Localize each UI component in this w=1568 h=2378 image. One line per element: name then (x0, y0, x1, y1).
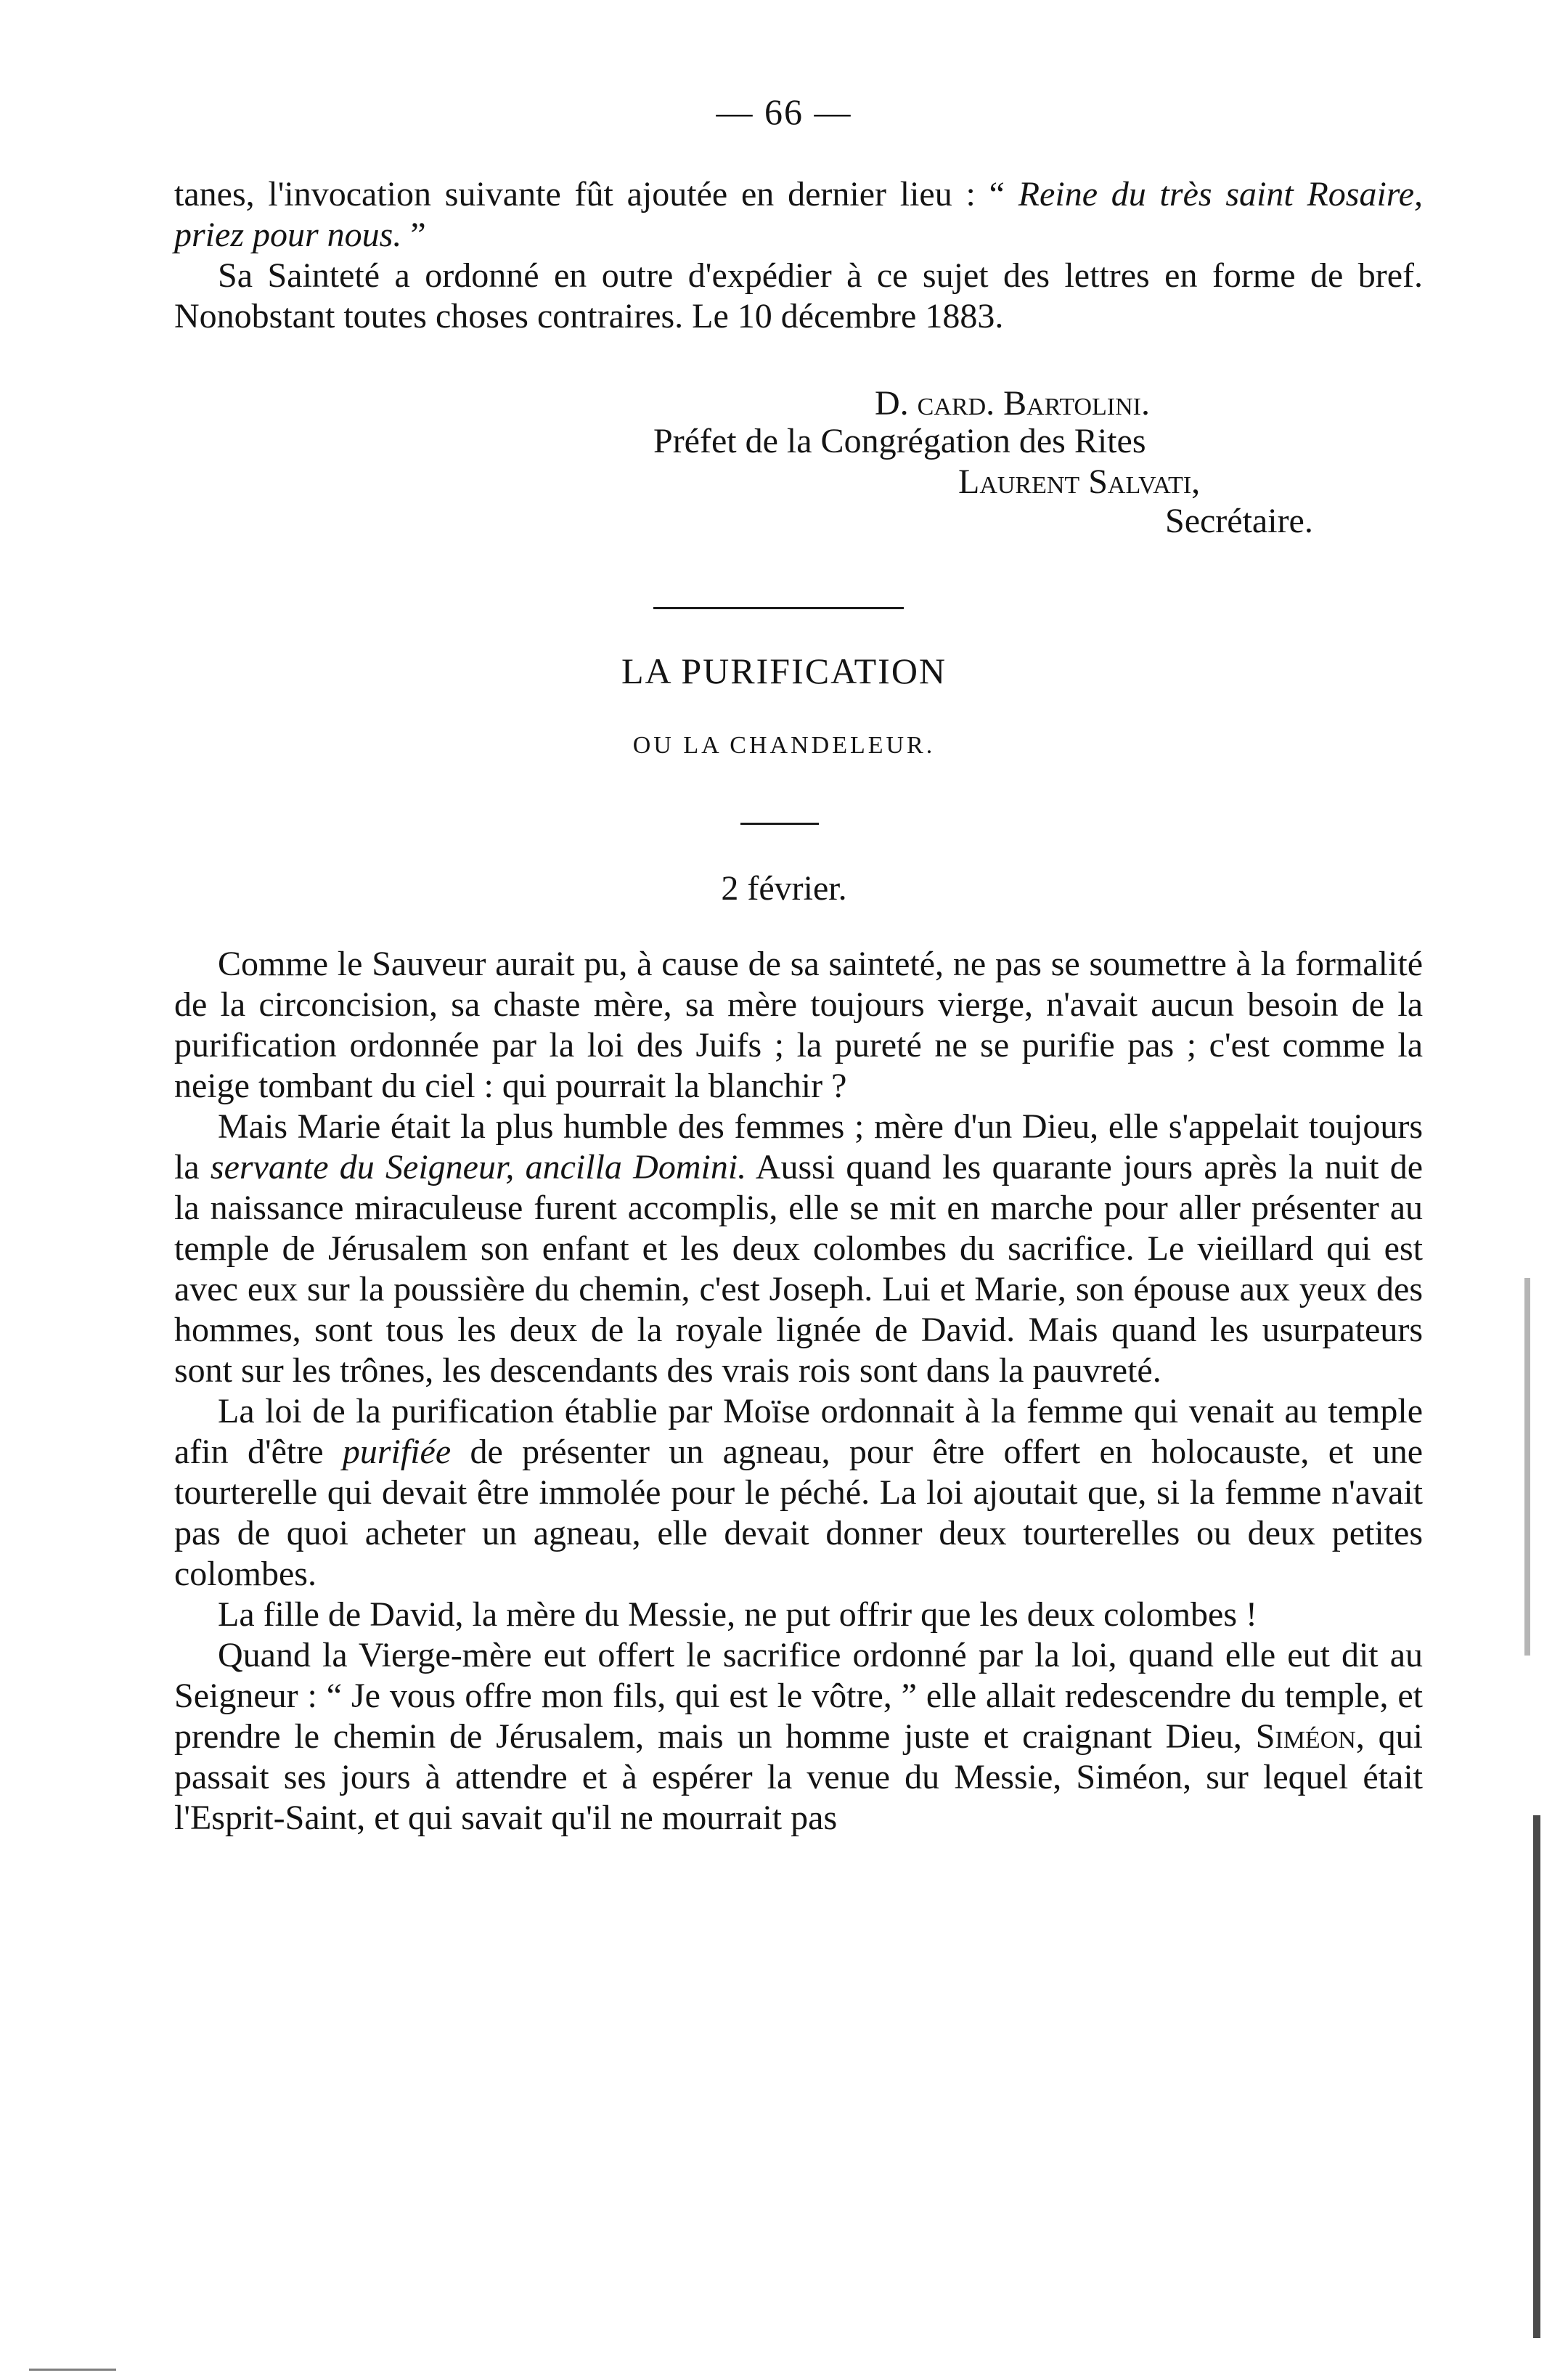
paragraph-b3 (174, 1595, 1423, 1635)
short-divider-rule (740, 823, 819, 825)
signature-name-text: D. card. Bartolini. (875, 384, 1151, 423)
secretary-name (958, 462, 1200, 502)
text-run: Quand la Vierge-mère eut offert le sacrifice ordonné par la loi, quand elle eut dit au Seigneur : “ Je vous offre mon fils, qui est le vôtre, ” elle allait redescendre du temple, et prendre le chemin de Jérusalem, mais un homme juste et craignant Dieu, (174, 1636, 1423, 1756)
italic-text: servante du Seigneur, ancilla Domini. (210, 1148, 747, 1186)
signature-title: Préfet de la Congrégation des Rites (653, 422, 1146, 460)
article-body (174, 944, 1423, 1839)
paragraph-p1 (174, 256, 1423, 337)
paragraph-b2 (174, 1391, 1423, 1595)
paragraph-b4 (174, 1635, 1423, 1839)
section-subtitle: OU LA CHANDELEUR. (632, 732, 936, 759)
text-run: , qui passait ses jours à attendre et à espérer la venue du Messie, Siméon, sur lequel était l'Esprit-Saint, et qui savait qu'il ne mourrait pas (174, 1717, 1423, 1837)
feast-date: 2 février. (721, 869, 847, 908)
text-run: Mais Marie était la plus humble des femmes ; mère d'un Dieu, elle s'appelait toujours la (174, 1107, 1423, 1186)
text-run: Siméon (1255, 1717, 1356, 1756)
secretary-title: Secrétaire. (1165, 502, 1313, 540)
text-run: La fille de David, la mère du Messie, ne put offrir que les deux colombes ! (218, 1595, 1258, 1634)
text-run: tanes, l'invocation suivante fût ajoutée en dernier lieu : “ (174, 175, 1018, 213)
bottom-edge-mark (29, 2369, 116, 2371)
section-divider-rule (653, 607, 904, 609)
text-run: Comme le Sauveur aurait pu, à cause de sa sainteté, ne pas se soumettre à la formalité de la circoncision, sa chaste mère, sa mère toujours vierge, n'avait aucun besoin de la purification ordonnée par la loi des Juifs ; la pureté ne se purifie pas ; c'est comme la neige tombant du ciel : qui pourrait la blanchir ? (174, 945, 1423, 1105)
italic-text: Reine du très saint Rosaire, priez pour nous. (174, 175, 1424, 254)
page-number: — 66 — (716, 91, 852, 132)
signature-name (875, 383, 1150, 424)
italic-text: purifiée (342, 1433, 452, 1471)
paragraph-p0 (174, 174, 1423, 256)
text-run: La loi de la purification établie par Moïse ordonnait à la femme qui venait au temple afin d'être (174, 1392, 1423, 1471)
text-run: de présenter un agneau, pour être offert en holocauste, et une tourterelle qui devait être immolée pour le péché. La loi ajoutait que, si la femme n'avait pas de quoi acheter un agneau, elle devait donner deux tourterelles ou deux petites colombes. (174, 1433, 1423, 1593)
text-run: Sa Sainteté a ordonné en outre d'expédier à ce sujet des lettres en forme de bref. Nonobstant toutes choses contraires. Le 10 décembre 1883. (174, 256, 1423, 335)
page-edge-shadow (1524, 1278, 1530, 1656)
secretary-name-text: Laurent Salvati, (958, 463, 1201, 501)
paragraph-b0 (174, 944, 1423, 1107)
text-run: Aussi quand les quarante jours après la nuit de la naissance miraculeuse furent accomplis, elle se mit en marche pour aller présenter au temple de Jérusalem son enfant et les deux colombes du sacrifice. Le vieillard qui est avec eux sur la poussière du chemin, c'est Joseph. Lui et Marie, son épouse aux yeux des hommes, sont tous les deux de la royale lignée de David. Mais quand les usurpateurs sont sur les trônes, les descendants des vrais rois sont dans la pauvreté. (174, 1148, 1423, 1390)
section-title: LA PURIFICATION (621, 651, 947, 691)
text-run: ” (401, 216, 426, 254)
paragraph-b1 (174, 1107, 1423, 1391)
closing-text-block (174, 174, 1423, 337)
page-edge-binding (1533, 1815, 1540, 2338)
